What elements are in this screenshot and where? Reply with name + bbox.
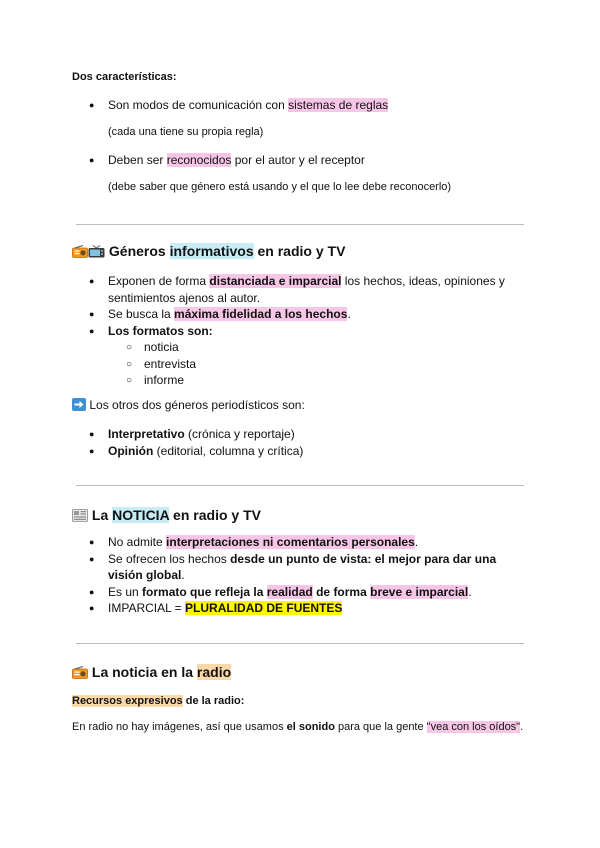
format-item: ○ entrevista [72, 356, 532, 373]
list-item: ● Interpretativo (crónica y reportaje) [72, 426, 532, 443]
list-item: ● Los formatos son: [72, 323, 532, 340]
caracteristicas-list [72, 97, 532, 114]
other-genres-list [72, 426, 532, 459]
newspaper-icon [72, 509, 88, 525]
section-heading-noticia: La NOTICIA en radio y TV [72, 507, 261, 525]
note-text: (debe saber que género está usando y el que lo lee debe reconocerlo) [108, 181, 452, 193]
list-item: ● Se busca la máxima fidelidad a los hechos. [72, 306, 532, 323]
list-item: ● Opinión (editorial, columna y crítica) [72, 443, 532, 460]
divider [76, 643, 524, 644]
other-genres-intro: Los otros dos géneros periodísticos son: [72, 398, 305, 414]
list-item: ● Se ofrecen los hechos desde un punto de vista: el mejor para dar una visión global. [72, 551, 532, 584]
formats-list [72, 339, 532, 389]
list-item: ● IMPARCIAL = PLURALIDAD DE FUENTES [72, 600, 532, 617]
radio-paragraph: En radio no hay imágenes, así que usamos el sonido para que la gente "vea con los oídos". [72, 721, 524, 733]
radio-icon [72, 666, 88, 682]
radio-icon [72, 245, 88, 261]
section-title-caracteristicas: Dos características: [72, 71, 177, 83]
note-text: (cada una tiene su propia regla) [108, 126, 264, 138]
list-item: ● Exponen de forma distanciada e imparcial los hechos, ideas, opiniones y sentimientos ajenos al autor. [72, 273, 532, 306]
noticia-list [72, 534, 532, 617]
format-item: ○ noticia [72, 339, 532, 356]
section-heading-generos: Géneros informativos en radio y TV [72, 243, 345, 261]
subheading-recursos: Recursos expresivos de la radio: [72, 695, 245, 707]
list-item: ● Deben ser reconocidos por el autor y el receptor [72, 152, 532, 169]
right-arrow-icon [72, 398, 86, 414]
list-item: ● Es un formato que refleja la realidad de forma breve e imparcial. [72, 584, 532, 601]
tv-icon [88, 245, 105, 261]
format-item: ○ informe [72, 372, 532, 389]
divider [76, 485, 524, 486]
generos-list [72, 273, 532, 389]
list-item: ● No admite interpretaciones ni comentarios personales. [72, 534, 532, 551]
section-heading-radio: La noticia en la radio [72, 664, 231, 682]
list-item: ● Son modos de comunicación con sistemas de reglas [72, 97, 532, 114]
divider [76, 224, 524, 225]
caracteristicas-list-2 [72, 152, 532, 169]
